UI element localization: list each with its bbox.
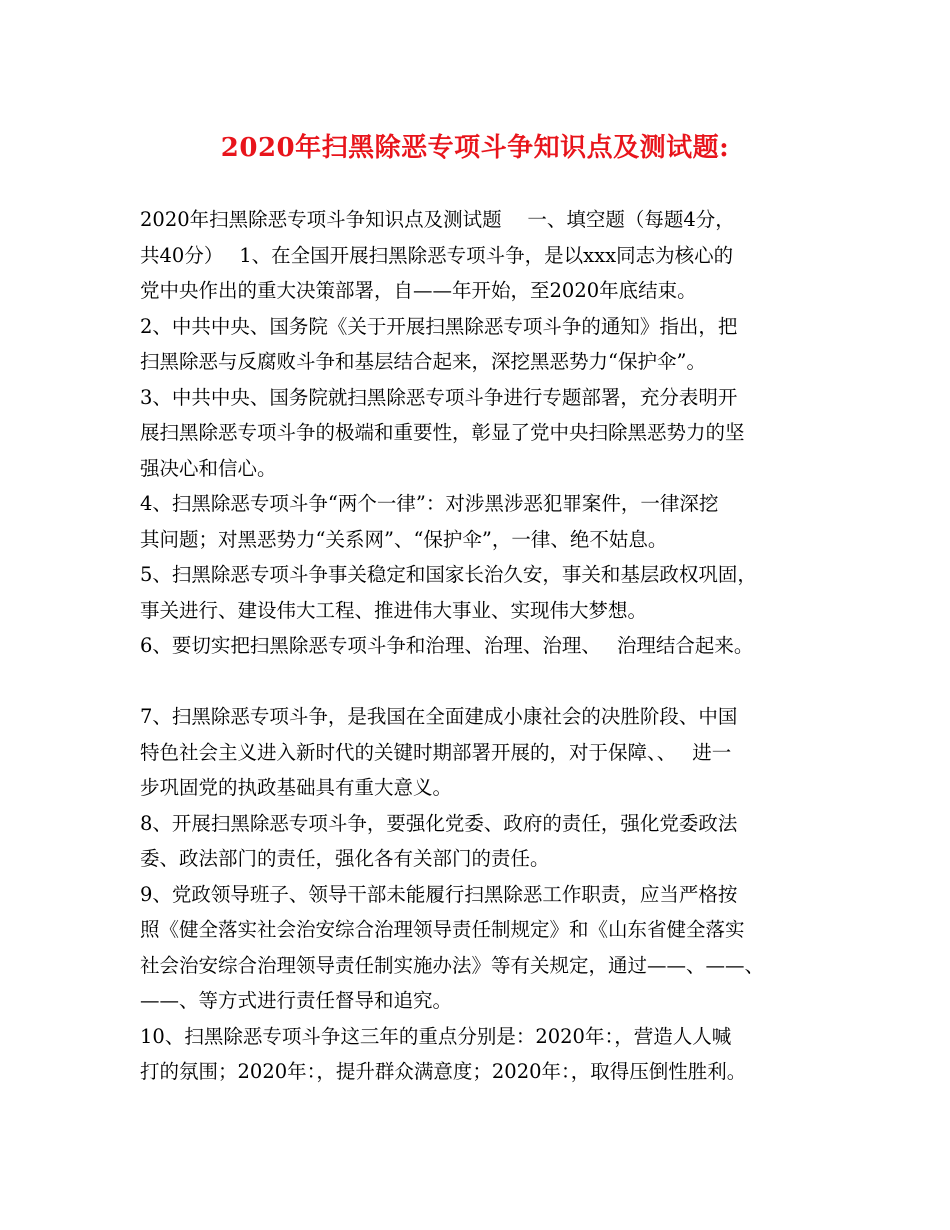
document-title: 2020年扫黑除恶专项斗争知识点及测试题: [220, 133, 730, 163]
text-line: 事关进行、建设伟大工程、推进伟大事业、实现伟大梦想。 [140, 598, 648, 622]
text-line: 6、要切实把扫黑除恶专项斗争和治理、治理、治理、 治理结合起来。 [140, 634, 754, 657]
text-line: 照《健全落实社会治安综合治理领导责任制规定》和《山东省健全落实 [140, 918, 745, 941]
text-line: 社会治安综合治理领导责任制实施办法》等有关规定，通过——、——、 [140, 953, 765, 977]
text-line: 步巩固党的执政基础具有重大意义。 [140, 776, 453, 799]
text-line: 委、政法部门的责任，强化各有关部门的责任。 [140, 847, 550, 870]
blank-line [140, 664, 830, 700]
text-line: 2020年扫黑除恶专项斗争知识点及测试题 一、填空题（每题4分， [140, 208, 735, 231]
text-line: 2、中共中央、国务院《关于开展扫黑除恶专项斗争的通知》指出，把 [140, 314, 738, 338]
text-line: 强决心和信心。 [140, 456, 277, 480]
text-line: 9、党政领导班子、领导干部未能履行扫黑除恶工作职责，应当严格按 [140, 882, 738, 906]
text-line: 8、开展扫黑除恶专项斗争，要强化党委、政府的责任，强化党委政法 [140, 811, 738, 835]
text-line: 展扫黑除恶专项斗争的极端和重要性，彰显了党中央扫除黑恶势力的坚 [140, 421, 745, 444]
text-line: 共40分） 1、在全国开展扫黑除恶专项斗争，是以xxx同志为核心的 [140, 243, 734, 267]
text-line: 打的氛围；2020年：，提升群众满意度；2020年：，取得压倒性胜利。 [140, 1060, 747, 1083]
document-body [140, 202, 830, 1090]
text-line: 10、扫黑除恶专项斗争这三年的重点分别是：2020年：，营造人人喊 [140, 1024, 732, 1048]
text-line: 其问题；对黑恶势力“关系网”、“保护伞”，一律、绝不姑息。 [140, 527, 668, 551]
text-line: 4、扫黑除恶专项斗争“两个一律”：对涉黑涉恶犯罪案件，一律深挖 [140, 492, 719, 515]
text-line: 扫黑除恶与反腐败斗争和基层结合起来，深挖黑恶势力“保护伞”。 [140, 350, 706, 373]
text-line: 7、扫黑除恶专项斗争，是我国在全面建成小康社会的决胜阶段、中国 [140, 705, 738, 728]
text-line: 特色社会主义进入新时代的关键时期部署开展的，对于保障、、 进一 [140, 740, 732, 764]
text-line: 5、扫黑除恶专项斗争事关稳定和国家长治久安，事关和基层政权巩固， [140, 563, 757, 586]
text-line: 3、中共中央、国务院就扫黑除恶专项斗争进行专题部署，充分表明开 [140, 385, 738, 409]
text-line: ——、等方式进行责任督导和追究。 [140, 989, 453, 1012]
text-line: 党中央作出的重大决策部署，自——年开始，至2020年底结束。 [140, 279, 697, 302]
